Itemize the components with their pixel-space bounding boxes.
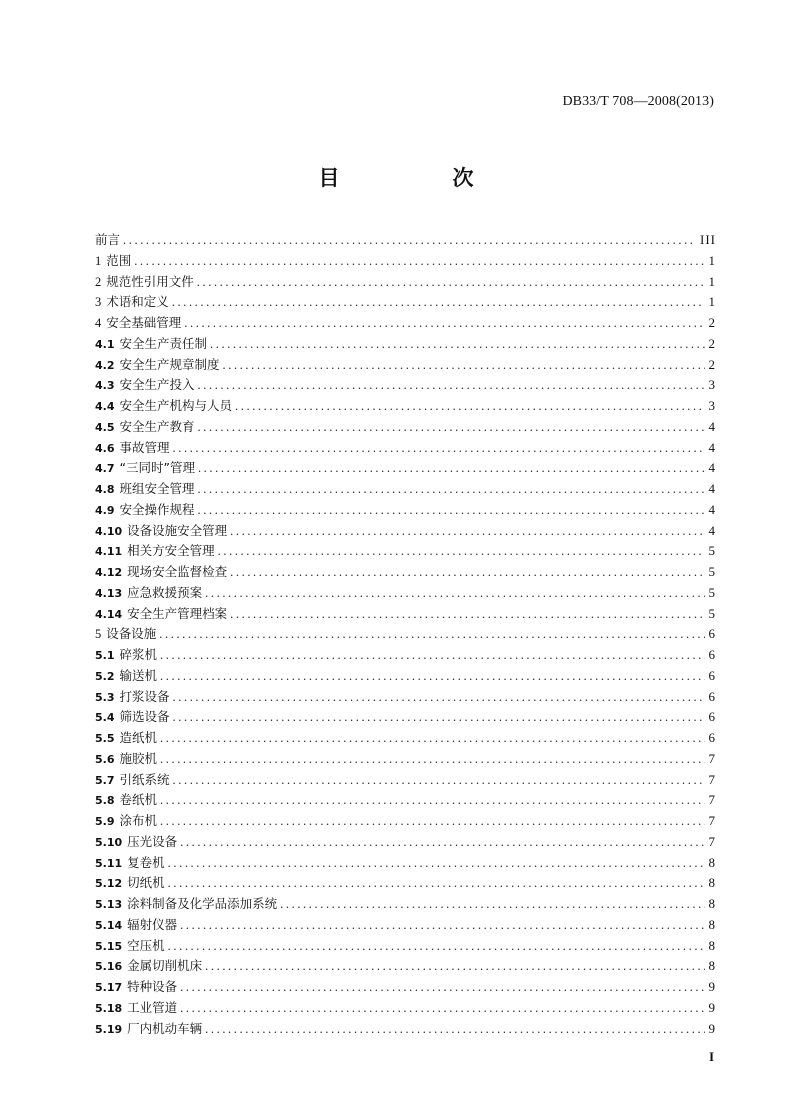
toc-entry-label: 特种设备	[127, 979, 178, 994]
toc-entry-label: 现场安全监督检查	[127, 564, 228, 579]
toc-entry-page: 7	[708, 750, 716, 766]
toc-entry-page: 9	[708, 979, 716, 994]
toc-entry-label: 设备设施	[106, 626, 157, 642]
toc-entry-page: 4	[708, 439, 716, 455]
toc-entry-page: 8	[708, 937, 716, 953]
toc-entry-page: 8	[708, 896, 716, 911]
page-title: 目 次	[318, 166, 520, 190]
toc-dot-leader	[198, 375, 705, 396]
toc-dot-leader	[168, 873, 705, 894]
toc-entry-page: 6	[708, 688, 716, 704]
toc-entry[interactable]	[95, 956, 716, 977]
toc-entry-page: 8	[708, 958, 716, 974]
toc-entry-number: 5.7	[95, 773, 115, 787]
toc-entry-page: 5	[708, 564, 716, 579]
toc-entry[interactable]	[95, 313, 716, 334]
toc-entry[interactable]	[95, 645, 716, 666]
toc-entry-number: 5.5	[95, 732, 115, 745]
toc-entry-label: 输送机	[119, 667, 158, 683]
toc-entry-label: 涂料制备及化学品添加系统	[127, 896, 278, 911]
toc-entry-label: 事故管理	[119, 439, 170, 455]
toc-entry[interactable]	[95, 873, 716, 894]
toc-dot-leader	[223, 355, 705, 376]
toc-entry[interactable]	[95, 936, 716, 957]
page-number: I	[708, 1049, 714, 1064]
toc-entry[interactable]	[95, 728, 716, 749]
toc-dot-leader	[160, 811, 704, 832]
toc-entry-label: 造纸机	[119, 730, 158, 745]
toc-entry[interactable]	[95, 583, 716, 604]
toc-entry-page: 5	[708, 543, 716, 559]
toc-entry[interactable]	[95, 853, 716, 874]
toc-dot-leader	[230, 562, 704, 583]
toc-entry-number: 5.9	[95, 815, 115, 828]
toc-entry-label: 安全操作规程	[119, 501, 195, 517]
toc-entry-page: 7	[708, 813, 716, 828]
toc-dot-leader	[159, 624, 704, 645]
toc-entry-page: 4	[708, 501, 716, 517]
toc-entry-number: 5.4	[95, 711, 115, 725]
toc-entry-page: 6	[708, 709, 716, 725]
toc-entry-page: 6	[708, 626, 716, 642]
toc-dot-leader	[180, 915, 704, 936]
toc-entry-label: 应急救援预案	[127, 584, 203, 600]
toc-entry-label: 安全生产教育	[119, 418, 195, 434]
toc-entry[interactable]	[95, 811, 716, 832]
toc-entry[interactable]	[95, 417, 716, 438]
toc-entry-number: 4.10	[95, 524, 123, 538]
toc-entry-number: 4.11	[95, 545, 123, 559]
toc-entry-label: 安全生产责任制	[119, 335, 208, 351]
toc-entry[interactable]	[95, 707, 716, 728]
toc-entry-number: 1	[95, 253, 102, 268]
toc-entry-page: 2	[708, 335, 716, 351]
toc-entry-label: 空压机	[127, 937, 165, 953]
toc-entry-label: 安全生产机构与人员	[119, 398, 233, 413]
toc-entry-page: 8	[708, 916, 716, 932]
document-code: DB33/T 708—2008(2013)	[562, 94, 714, 109]
toc-dot-leader	[173, 687, 705, 708]
toc-entry-page: 9	[708, 999, 716, 1015]
toc-entry[interactable]	[95, 272, 716, 293]
toc-entry[interactable]	[95, 770, 716, 791]
toc-dot-leader	[230, 604, 704, 625]
toc-entry-page: 8	[708, 854, 716, 870]
toc-entry-page: 4	[708, 522, 716, 538]
toc-dot-leader	[205, 1019, 704, 1040]
toc-dot-leader	[218, 541, 705, 562]
toc-entry-page: III	[700, 232, 716, 247]
toc-entry-label: 范围	[106, 252, 132, 268]
toc-entry-page: 9	[708, 1020, 716, 1036]
toc-dot-leader	[160, 749, 704, 770]
toc-entry[interactable]	[95, 521, 716, 542]
toc-dot-leader	[160, 790, 704, 811]
toc-dot-leader	[184, 313, 704, 334]
toc-entry[interactable]	[95, 915, 716, 936]
toc-dot-leader	[210, 334, 704, 355]
table-of-contents	[95, 230, 716, 1039]
toc-dot-leader	[172, 292, 705, 313]
toc-entry-number: 5.16	[95, 960, 123, 974]
toc-entry-label: 切纸机	[127, 875, 165, 891]
toc-entry-page: 4	[708, 460, 716, 476]
toc-entry-number: 5.18	[95, 1001, 123, 1015]
toc-entry-page: 5	[708, 605, 716, 621]
toc-entry-page: 7	[708, 771, 716, 787]
toc-dot-leader	[280, 894, 704, 915]
toc-entry-label: 施胶机	[119, 750, 158, 766]
toc-entry-page: 6	[708, 647, 716, 662]
toc-entry-label: 辐射仪器	[127, 916, 178, 932]
toc-entry-label: 金属切削机床	[127, 958, 203, 974]
toc-entry[interactable]	[95, 541, 716, 562]
toc-dot-leader	[198, 500, 705, 521]
toc-entry-page: 7	[708, 833, 716, 849]
toc-entry-label: 打浆设备	[119, 688, 170, 704]
toc-entry-number: 5.1	[95, 649, 115, 662]
toc-entry-label: 安全生产规章制度	[119, 356, 220, 372]
toc-entry[interactable]	[95, 832, 716, 853]
toc-dot-leader	[180, 832, 704, 853]
toc-entry[interactable]	[95, 334, 716, 355]
toc-dot-leader	[198, 458, 705, 479]
toc-entry-label: 复卷机	[127, 854, 165, 870]
toc-entry[interactable]	[95, 666, 716, 687]
toc-entry-page: 4	[708, 418, 716, 434]
toc-entry-number: 5.17	[95, 981, 123, 994]
toc-entry-label: 安全生产投入	[119, 377, 195, 393]
toc-entry-label: 筛选设备	[119, 709, 170, 725]
toc-entry-number: 4.6	[95, 441, 115, 455]
toc-dot-leader	[197, 272, 705, 293]
toc-dot-leader	[123, 230, 696, 251]
toc-dot-leader	[160, 666, 704, 687]
toc-entry-page: 5	[708, 584, 716, 600]
toc-entry-number: 4.5	[95, 420, 115, 434]
toc-entry[interactable]	[95, 458, 716, 479]
toc-entry[interactable]	[95, 977, 716, 998]
toc-entry-number: 4.13	[95, 586, 123, 600]
toc-entry-number: 4.2	[95, 358, 115, 372]
toc-entry-number: 4.7	[95, 462, 115, 476]
toc-entry-number: 5.8	[95, 794, 115, 808]
toc-entry-number: 5.2	[95, 669, 115, 683]
toc-entry[interactable]	[95, 500, 716, 521]
toc-entry-number: 5.11	[95, 856, 123, 870]
toc-entry[interactable]	[95, 438, 716, 459]
toc-entry-label: 设备设施安全管理	[127, 522, 228, 538]
toc-entry[interactable]	[95, 604, 716, 625]
toc-dot-leader	[168, 936, 705, 957]
toc-entry-number: 4.9	[95, 503, 115, 517]
toc-dot-leader	[198, 417, 705, 438]
toc-dot-leader	[173, 707, 705, 728]
toc-entry[interactable]	[95, 375, 716, 396]
toc-entry-page: 8	[708, 875, 716, 891]
toc-entry-page: 7	[708, 792, 716, 808]
toc-entry-page: 3	[708, 377, 716, 393]
toc-entry-number: 5.12	[95, 877, 123, 891]
toc-dot-leader	[173, 438, 705, 459]
toc-dot-leader	[134, 251, 704, 272]
toc-entry-page: 2	[708, 356, 716, 372]
toc-entry-page: 4	[708, 481, 716, 496]
toc-entry-number: 4.12	[95, 566, 123, 579]
toc-entry-label: 压光设备	[127, 833, 178, 849]
toc-entry[interactable]	[95, 230, 716, 251]
toc-entry-page: 6	[708, 667, 716, 683]
toc-dot-leader	[230, 521, 704, 542]
toc-entry-label: 术语和定义	[106, 294, 169, 310]
toc-entry[interactable]	[95, 396, 716, 417]
toc-entry-number: 5.14	[95, 918, 123, 932]
toc-entry[interactable]	[95, 894, 716, 915]
toc-entry-page: 6	[708, 730, 716, 745]
toc-entry-number: 5.10	[95, 835, 123, 849]
toc-entry-number: 5.3	[95, 690, 115, 704]
toc-dot-leader	[168, 853, 705, 874]
toc-entry[interactable]	[95, 998, 716, 1019]
toc-dot-leader	[180, 998, 704, 1019]
toc-entry-page: 2	[708, 315, 716, 330]
toc-entry-number: 5.6	[95, 752, 115, 766]
toc-entry-page: 1	[708, 273, 716, 289]
toc-entry-page: 1	[708, 252, 716, 268]
toc-entry-label: 安全生产管理档案	[127, 605, 228, 621]
toc-entry[interactable]	[95, 1019, 716, 1040]
toc-entry-label: 厂内机动车辆	[127, 1020, 203, 1036]
toc-entry-page: 1	[708, 294, 716, 310]
toc-entry-label: 工业管道	[127, 999, 178, 1015]
toc-entry-label: 安全基础管理	[106, 315, 182, 330]
toc-entry-number: 2	[95, 274, 102, 289]
toc-entry-label: 引纸系统	[119, 771, 170, 787]
toc-entry-number: 5.13	[95, 898, 123, 911]
toc-entry-number: 4.4	[95, 400, 115, 413]
toc-entry-number: 5	[95, 627, 102, 642]
toc-entry-label: 相关方安全管理	[127, 543, 215, 559]
toc-entry[interactable]	[95, 624, 716, 645]
toc-entry[interactable]	[95, 790, 716, 811]
toc-entry[interactable]	[95, 749, 716, 770]
toc-dot-leader	[160, 728, 704, 749]
toc-entry-label: 卷纸机	[119, 792, 158, 808]
toc-dot-leader	[198, 479, 705, 500]
toc-entry-label: 前言	[95, 232, 121, 247]
toc-dot-leader	[180, 977, 704, 998]
toc-dot-leader	[235, 396, 704, 417]
toc-dot-leader	[205, 956, 704, 977]
toc-entry-label: 规范性引用文件	[106, 273, 194, 289]
toc-entry-number: 4.1	[95, 337, 115, 351]
toc-entry[interactable]	[95, 562, 716, 583]
toc-entry-number: 4.8	[95, 483, 115, 496]
toc-entry[interactable]	[95, 687, 716, 708]
toc-dot-leader	[173, 770, 705, 791]
toc-entry-label: 碎浆机	[119, 647, 158, 662]
toc-entry-number: 5.15	[95, 939, 123, 953]
toc-entry-number: 5.19	[95, 1022, 123, 1036]
toc-dot-leader	[160, 645, 704, 666]
toc-entry-number: 4.3	[95, 379, 115, 393]
toc-entry-number: 4	[95, 316, 102, 330]
toc-entry[interactable]	[95, 479, 716, 500]
toc-entry-label: “三同时”管理	[119, 460, 195, 476]
toc-entry[interactable]	[95, 292, 716, 313]
toc-entry-number: 3	[95, 295, 102, 310]
toc-entry-label: 涂布机	[119, 813, 158, 828]
toc-entry[interactable]	[95, 251, 716, 272]
toc-dot-leader	[205, 583, 704, 604]
toc-entry-page: 3	[708, 398, 716, 413]
toc-entry-label: 班组安全管理	[119, 481, 195, 496]
toc-entry[interactable]	[95, 355, 716, 376]
toc-entry-number: 4.14	[95, 607, 123, 621]
